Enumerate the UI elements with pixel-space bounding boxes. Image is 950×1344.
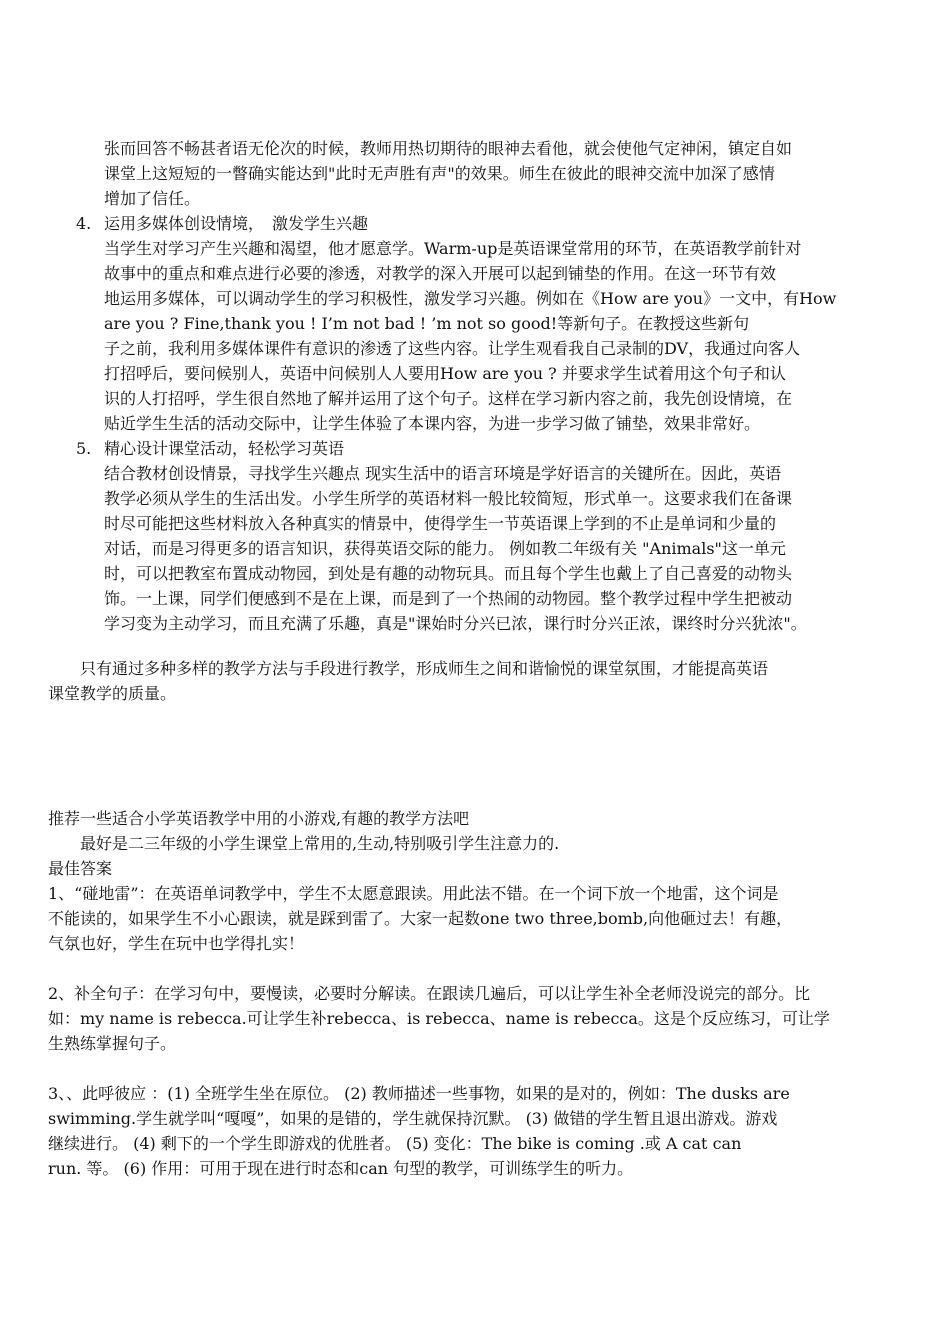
text-line: 对话，而是习得更多的语言知识，获得英语交际的能力。 例如教二年级有关 "Animals"这一单元 (104, 539, 786, 558)
question-detail: 最好是二三年级的小学生课堂上常用的,生动,特别吸引学生注意力的. (80, 834, 560, 853)
text-line: 1、“碰地雷”：在英语单词教学中，学生不太愿意跟读。用此法不错。在一个词下放一个地雷，这个词是 (48, 884, 779, 903)
text-line: 如：my name is rebecca.可让学生补rebecca、is rebecca、name is rebecca。这是个反应练习，可让学 (48, 1009, 830, 1028)
text-line: 2、补全句子：在学习句中，要慢读，必要时分解读。在跟读几遍后，可以让学生补全老师没说完的部分。比 (48, 984, 811, 1003)
item4-title: 运用多媒体创设情境， 激发学生兴趣 (104, 214, 369, 233)
text-line: 打招呼后，要问候别人，英语中问候别人人要用How are you ? 并要求学生试着用这个句子和认 (104, 364, 786, 383)
question-title: 推荐一些适合小学英语教学中用的小游戏,有趣的教学方法吧 (48, 809, 470, 828)
conclusion-paragraph (48, 656, 910, 706)
text-line: 时尽可能把这些材料放入各种真实的情景中，使得学生一节英语课上学到的不止是单词和少量的 (104, 514, 777, 533)
text-line: 生熟练掌握句子。 (48, 1034, 177, 1053)
text-line: 结合教材创设情景，寻找学生兴趣点 现实生活中的语言环境是学好语言的关键所在。因此，英语 (104, 464, 782, 483)
text-line: 张而回答不畅甚者语无伦次的时候，教师用热切期待的眼神去看他，就会使他气定神闲，镇定自如 (104, 139, 793, 158)
text-line: 学习变为主动学习，而且充满了乐趣，真是"课始时分兴已浓，课行时分兴正浓，课终时分兴犹浓"。 (104, 614, 807, 633)
text-line: 不能读的，如果学生不小心跟读，就是踩到雷了。大家一起数one two three,bomb,向他砸过去！有趣， (48, 909, 793, 928)
item4-number: 4. (76, 214, 92, 233)
text-line: swimming.学生就学叫“嘎嘎”，如果的是错的，学生就保持沉默。 (3) 做错的学生暂且退出游戏。游戏 (48, 1109, 778, 1128)
text-line: 时，可以把教室布置成动物园，到处是有趣的动物玩具。而且每个学生也戴上了自己喜爱的动物头 (104, 564, 793, 583)
intro-continuation (104, 136, 908, 211)
text-line: 地运用多媒体，可以调动学生的学习积极性，激发学习兴趣。例如在《How are you》一文中，有How (104, 289, 837, 308)
text-line: 饰。一上课，同学们便感到不是在上课，而是到了一个热闹的动物园。整个教学过程中学生把被动 (104, 589, 793, 608)
text-line: 教学必须从学生的生活出发。小学生所学的英语材料一般比较简短，形式单一。这要求我们在备课 (104, 489, 793, 508)
text-line: 继续进行。 (4) 剩下的一个学生即游戏的优胜者。 (5) 变化：The bike is coming .或 A cat can (48, 1134, 742, 1153)
item4-body (104, 236, 908, 436)
answer-item-2 (48, 981, 910, 1056)
text-line: 只有通过多种多样的教学方法与手段进行教学，形成师生之间和谐愉悦的课堂氛围，才能提高英语 (80, 659, 769, 678)
item5-number: 5. (76, 439, 92, 458)
text-line: are you ? Fine,thank you ! I’m not bad ! ’m not so good!等新句子。在教授这些新句 (104, 314, 750, 333)
answer-item-1 (48, 881, 910, 956)
answer-item-3 (48, 1081, 910, 1181)
qa-question (48, 806, 910, 881)
answer-label: 最佳答案 (48, 859, 113, 878)
text-line: 课堂上这短短的一瞥确实能达到"此时无声胜有声"的效果。师生在彼此的眼神交流中加深了感情 (104, 164, 775, 183)
item5-heading (76, 436, 896, 461)
text-line: 故事中的重点和难点进行必要的渗透，对教学的深入开展可以起到铺垫的作用。在这一环节有效 (104, 264, 777, 283)
text-line: 贴近学生生活的活动交际中，让学生体验了本课内容，为进一步学习做了铺垫，效果非常好。 (104, 414, 761, 433)
item5-body (104, 461, 908, 636)
text-line: 气氛也好，学生在玩中也学得扎实！ (48, 934, 305, 953)
text-line: 课堂教学的质量。 (48, 684, 177, 703)
text-line: 当学生对学习产生兴趣和渴望，他才愿意学。Warm-up是英语课堂常用的环节，在英语教学前针对 (104, 239, 802, 258)
text-line: 增加了信任。 (104, 189, 201, 208)
item5-title: 精心设计课堂活动，轻松学习英语 (104, 439, 345, 458)
text-line: run. 等。 (6) 作用：可用于现在进行时态和can 句型的教学，可训练学生的听力。 (48, 1159, 634, 1178)
text-line: 子之前，我利用多媒体课件有意识的渗透了这些内容。让学生观看我自己录制的DV，我通过向客人 (104, 339, 801, 358)
item4-heading (76, 211, 896, 236)
text-line: 3、、此呼彼应 ：(1) 全班学生坐在原位。 (2) 教师描述一些事物，如果的是对的，例如：The dusks are (48, 1084, 790, 1103)
text-line: 识的人打招呼，学生很自然地了解并运用了这个句子。这样在学习新内容之前，我先创设情境，在 (104, 389, 793, 408)
